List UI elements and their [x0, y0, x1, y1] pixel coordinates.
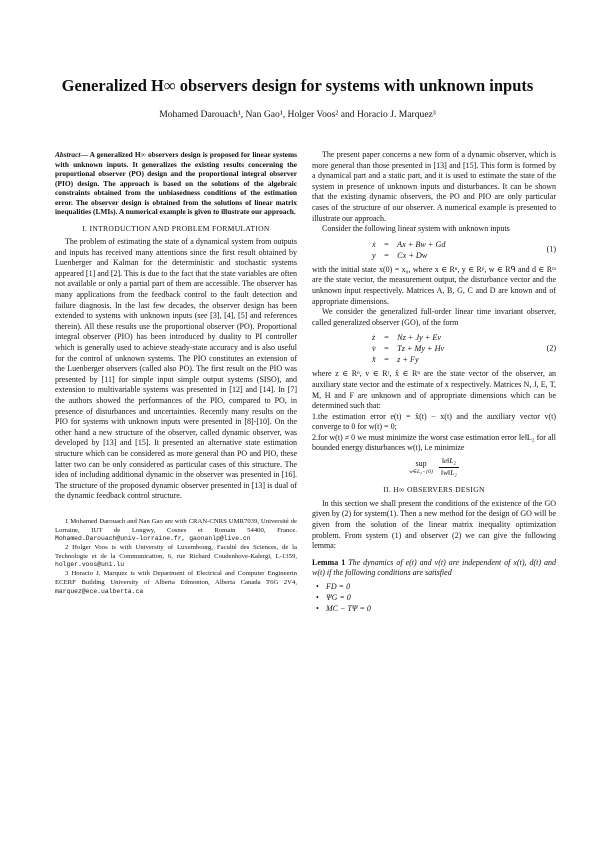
- eq2-lhs: ż: [372, 333, 376, 343]
- abstract-text: — A generalized H∞ observers design is proposed for linear systems with unknown inputs. It generalizes the existing results concerning the proportional observer (PO) design and the proportional integral observer (PIO) design. The approach is based on the solutions of the algebraic constraints obtained from the unbiasedness conditions of the estimation error. The observer design is obtained from the solutions of linear matrix inequalities (LMIs). A numerical example is given to illustrate our approach.: [55, 150, 297, 216]
- eq2-lhs: x̂: [372, 355, 376, 365]
- section-2-heading: II. H∞ OBSERVERS DESIGN: [383, 485, 485, 495]
- footnote-2-text: 2 Holger Voos is with University of Luxembourg, Faculté des Sciences, de la Technologie et de la Communication, 6, rue Richard Coudenhove-Kalergi, L-1359,: [55, 544, 297, 560]
- footnote-3: [55, 570, 297, 596]
- eq1-row: [368, 250, 450, 261]
- eq2-eq: =: [383, 333, 390, 343]
- eq1-row: [368, 239, 450, 250]
- eq2-row: [368, 343, 448, 354]
- eq2-rhs: Nz + Jy + Ev: [397, 333, 441, 343]
- lemma-1: [312, 558, 556, 579]
- abstract-label: Abstract: [55, 150, 81, 159]
- eq2-row: [368, 332, 448, 343]
- eq2-rhs: z + Fy: [397, 355, 419, 365]
- lemma-label: Lemma 1: [312, 557, 346, 567]
- sup-condition: w∈L₂−{0}: [409, 469, 434, 476]
- footnote-3-text: 3 Horacio J. Marquez is with Department of Electrical and Computer Engineerin ECERF Building University of Alberta Edmonton, Alberta Canada T6G 2V4,: [55, 570, 297, 586]
- equation-1-number: (1): [546, 244, 556, 254]
- sup-expression: [312, 456, 556, 478]
- eq1-rhs: Cx + Dw: [397, 250, 428, 260]
- eq1-eq: =: [383, 250, 390, 260]
- paragraph-present-paper: The present paper concerns a new form of a dynamic observer, which is more general than those presented in [13] and [15]. This form is formed by a dynamical part and a static part, and it is used to estimate the state of the system in presence of unknown inputs and disturbances. It can be shown that the existing dynamic observers, the PO and PIO are only particular cases of the structure of our observer. A numerical example is presented to illustrate our approach.: [312, 150, 556, 223]
- paragraph-section-2: In this section we shall present the conditions of the existence of the GO given by (2) for system(1). Then a new method for the design of GO will be given from the solution of the linear matrix inequality optimization problem. From system (1) and observer (2) we can give the following lemma:: [312, 498, 556, 551]
- eq2-lhs: v̇: [372, 344, 376, 354]
- footnote-2: [55, 544, 297, 570]
- paragraph-observer-form: We consider the generalized full-order linear time invariant observer, called generalized observer (GO), of the form: [312, 307, 556, 327]
- equation-2: [312, 332, 556, 365]
- footnote-2-email: holger.voos@uni.lu: [55, 561, 125, 569]
- paragraph-consider-system: Consider the following linear system with unknown inputs: [322, 224, 510, 234]
- footnote-1-email: Mohamed.Darouach@univ-lorraine.fr, gaonanlp@live.cn: [55, 535, 251, 543]
- paragraph-initial-state: with the initial state x(0) = x₀, where x ∈ Rⁿ, y ∈ Rᵖ, w ∈ Rᑫ and d ∈ Rᵐ are the state vector, the measurement output, the disturbance vector and the unknown input respectively. Matrices A, B, G, C and D are known and of appropriate dimensions.: [312, 264, 556, 306]
- fraction-denominator: ‖w‖L₂: [441, 467, 457, 477]
- eq2-row: [368, 354, 448, 365]
- eq2-eq: =: [383, 355, 390, 365]
- eq1-eq: =: [383, 239, 390, 249]
- footnote-1-text: 1 Mohamed Darouach and Nan Gao are with CRAN-CNRS UMR7039, Université de Lorraine, IUT de Longwy, Cosnes et Romain 54400, France.: [55, 517, 297, 534]
- eq2-rhs: Tz + My + Hv: [397, 344, 445, 354]
- eq1-lhs: ẋ: [372, 239, 376, 249]
- condition-1: 1.the estimation error e(t) = x̂(t) − x(t) and the auxiliary vector v(t) converge to 0 for w(t) = 0;: [312, 411, 556, 432]
- equation-1: [312, 239, 556, 261]
- right-column: [312, 150, 556, 614]
- equation-2-number: (2): [546, 343, 556, 353]
- left-column: [55, 150, 297, 596]
- section-1-heading: I. INTRODUCTION AND PROBLEM FORMULATION: [82, 223, 270, 233]
- condition-2: 2.for w(t) ≠ 0 we must minimize the worst case estimation error ‖e‖L₂ for all bounded energy disturbances w(t), i.e minimize: [312, 432, 556, 453]
- intro-paragraph: The problem of estimating the state of a dynamical system from outputs and inputs has received many attentions since the first result obtained by Luenberger and Kalman for the deterministic and stochastic systems appeared [1] and [2]. This is due to the fact that the state variables are often not available or only a partial part of them are accessible. The observer has many applications from the feedback control to the fault detection and failure diagnosis. In the last few decades, the observer design has been extended to systems with unknown inputs (see [3], [4], [5] and references therein). All these results use the proportional observer (PO). Proportional integral observer (PIO) has been introduced by duality to PI controller which is generally used to achieve steady-state accuracy and is also useful for the control of unknown systems. The PIO constitutes an extension of the Luenberger observers (called also PO). The first result on the PIO was presented by [11] for simple input simple output systems (SISO), and extension to multivariable systems was presented in [12] and [14]. In [7] the authors showed the performances of the PIO, compared to PO, in presence of disturbances and uncertainties. Recently many results on the PIO for systems with unknown inputs were presented in [8]-[10]. On the other hand a new structure of the observer, called dynamic observer, was developed by [13] and [15]. It presented an alternative state estimation structure which can be considered as more general than PO and PIO, these latter two can be only considered as particular cases of this structure. The idea of including additional dynamic in the observer was presented in [16]. The structure of the proposed dynamic observer presented in [13] is dual of the dynamic feedback control structure.: [55, 237, 297, 501]
- paper-title: Generalized H∞ observers design for systems with unknown inputs: [61, 76, 534, 95]
- paragraph-where-z: where z ∈ Rⁿ, v ∈ Rʳ, x̂ ∈ Rⁿ are the state vector of the observer, an auxiliary state vector and the estimate of x respectively. Matrices N, J, E, T, M, H and F are unknown and of appropriate dimensions which can be determined such that:: [312, 369, 556, 411]
- list-item: • MC − TΨ = 0: [326, 603, 556, 614]
- lemma-text: The dynamics of e(t) and v(t) are independent of x(t), d(t) and w(t) if the following conditions are satisfied: [312, 557, 556, 578]
- lemma-conditions: [312, 581, 556, 614]
- eq2-eq: =: [383, 344, 390, 354]
- footnote-3-email: marquez@ece.ualberta.ca: [55, 587, 144, 595]
- sup-operator: sup: [415, 458, 427, 468]
- list-item: • ΨG = 0: [326, 592, 556, 603]
- eq1-rhs: Ax + Bw + Gd: [397, 239, 446, 249]
- eq1-lhs: y: [372, 250, 376, 260]
- footnote-1: [55, 518, 297, 544]
- list-item: • FD = 0: [326, 581, 556, 592]
- author-list: Mohamed Darouach¹, Nan Gao¹, Holger Voos² and Horacio J. Marquez³: [159, 109, 436, 120]
- footnotes: [55, 518, 297, 596]
- abstract: [55, 150, 297, 217]
- fraction-numerator: ‖e‖L₂: [439, 456, 459, 468]
